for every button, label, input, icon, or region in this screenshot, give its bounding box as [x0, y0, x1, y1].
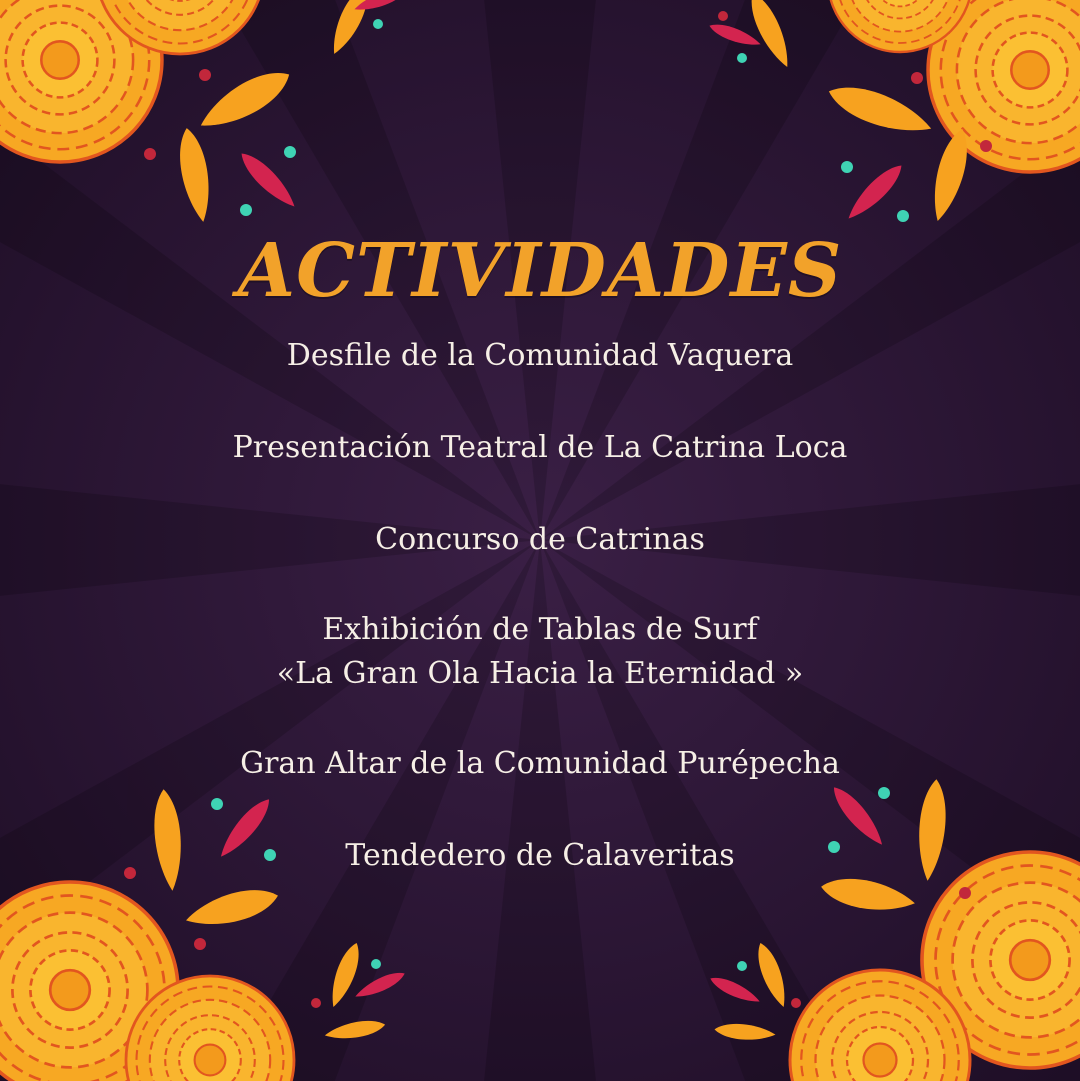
activity-label: Desfile de la Comunidad Vaquera — [286, 338, 794, 373]
activity-item — [0, 742, 1080, 786]
activity-item — [0, 518, 1080, 562]
activity-item — [0, 334, 1080, 378]
activity-item — [0, 426, 1080, 470]
page-title: ACTIVIDADES — [237, 228, 843, 314]
activity-label: Tendedero de Calaveritas — [345, 838, 735, 873]
activity-item — [0, 608, 1080, 696]
activity-subtitle: «La Gran Ola Hacia la Eternidad » — [276, 656, 804, 691]
activity-label: Exhibición de Tablas de Surf — [322, 612, 758, 647]
activity-item — [0, 834, 1080, 878]
activity-label: Gran Altar de la Comunidad Purépecha — [240, 746, 840, 781]
activity-label: Presentación Teatral de La Catrina Loca — [232, 430, 848, 465]
activity-label: Concurso de Catrinas — [375, 522, 705, 557]
